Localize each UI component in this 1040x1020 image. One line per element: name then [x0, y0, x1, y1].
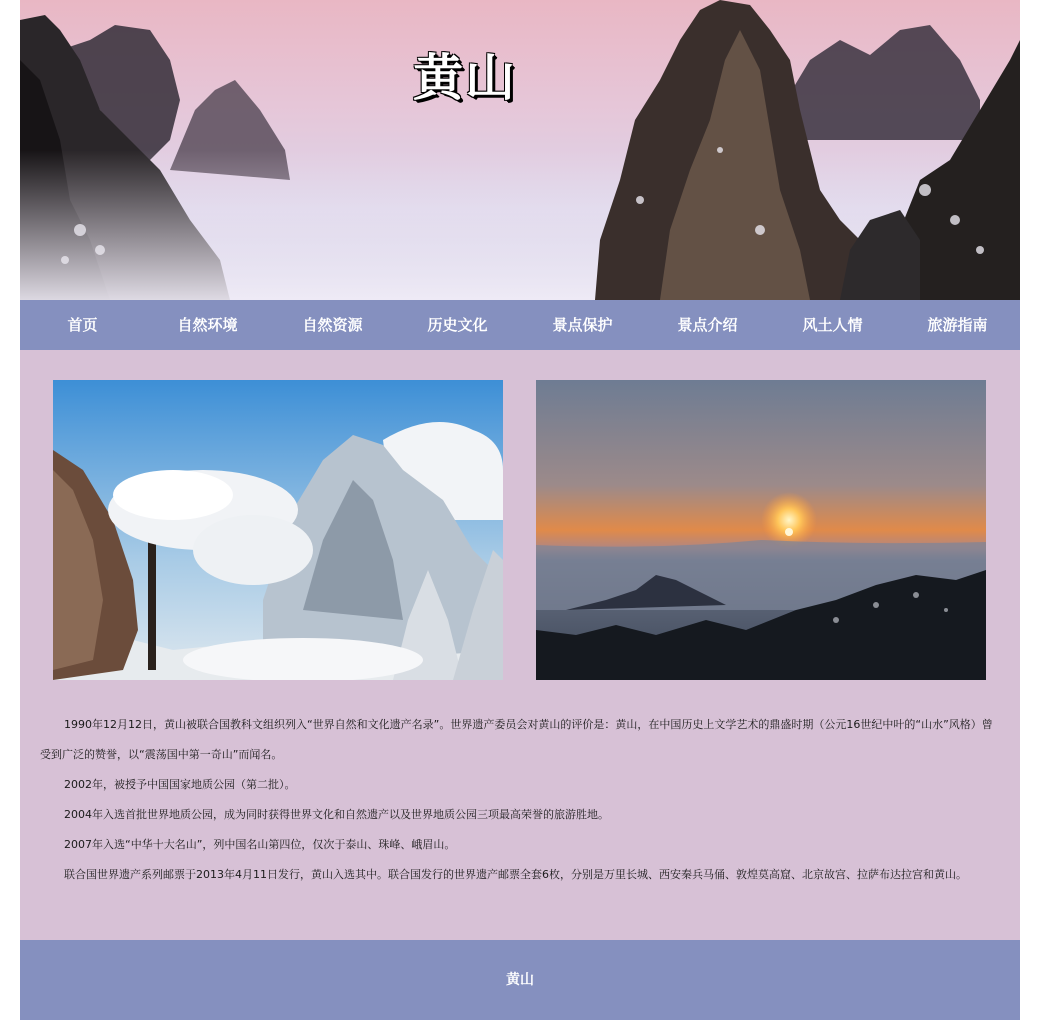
article-body: [40, 710, 1002, 890]
article-paragraph: 1990年12月12日，黄山被联合国教科文组织列入“世界自然和文化遗产名录”。世界遗产委员会对黄山的评价是：黄山，在中国历史上文学艺术的鼎盛时期（公元16世纪中叶的“山水”风格）曾受到广泛的赞誉，以“震荡国中第一奇山”而闻名。: [40, 718, 993, 761]
article-paragraph: 2007年入选“中华十大名山”，列中国名山第四位，仅次于泰山、珠峰、峨眉山。: [64, 838, 456, 851]
nav-item-resources[interactable]: 自然资源: [302, 316, 363, 334]
nav-item-home[interactable]: 首页: [67, 316, 98, 334]
main-navigation: [20, 300, 1020, 350]
footer: [20, 940, 1020, 1020]
article-paragraph: 2004年入选首批世界地质公园，成为同时获得世界文化和自然遗产以及世界地质公园三项最高荣誉的旅游胜地。: [64, 808, 609, 821]
nav-item-nature-env[interactable]: 自然环境: [177, 316, 238, 334]
header-banner: [20, 0, 1020, 300]
nav-item-travel-guide[interactable]: 旅游指南: [927, 316, 988, 334]
article-paragraph: 联合国世界遗产系列邮票于2013年4月11日发行，黄山入选其中。联合国发行的世界遗产邮票全套6枚，分别是万里长城、西安秦兵马俑、敦煌莫高窟、北京故宫、拉萨布达拉宫和黄山。: [64, 868, 967, 881]
nav-item-customs[interactable]: 风土人情: [802, 316, 863, 334]
nav-item-protection[interactable]: 景点保护: [552, 316, 613, 334]
photo-sunrise-clouds: [536, 380, 986, 680]
footer-text: 黄山: [506, 972, 534, 988]
nav-item-attractions[interactable]: 景点介绍: [677, 316, 738, 334]
nav-item-history[interactable]: 历史文化: [427, 316, 488, 334]
site-title: 黄山: [413, 48, 517, 107]
article-paragraph: 2002年，被授予中国国家地质公园（第二批）。: [64, 778, 296, 791]
page-container: [20, 0, 1020, 1020]
photo-snow-peaks: [53, 380, 503, 680]
